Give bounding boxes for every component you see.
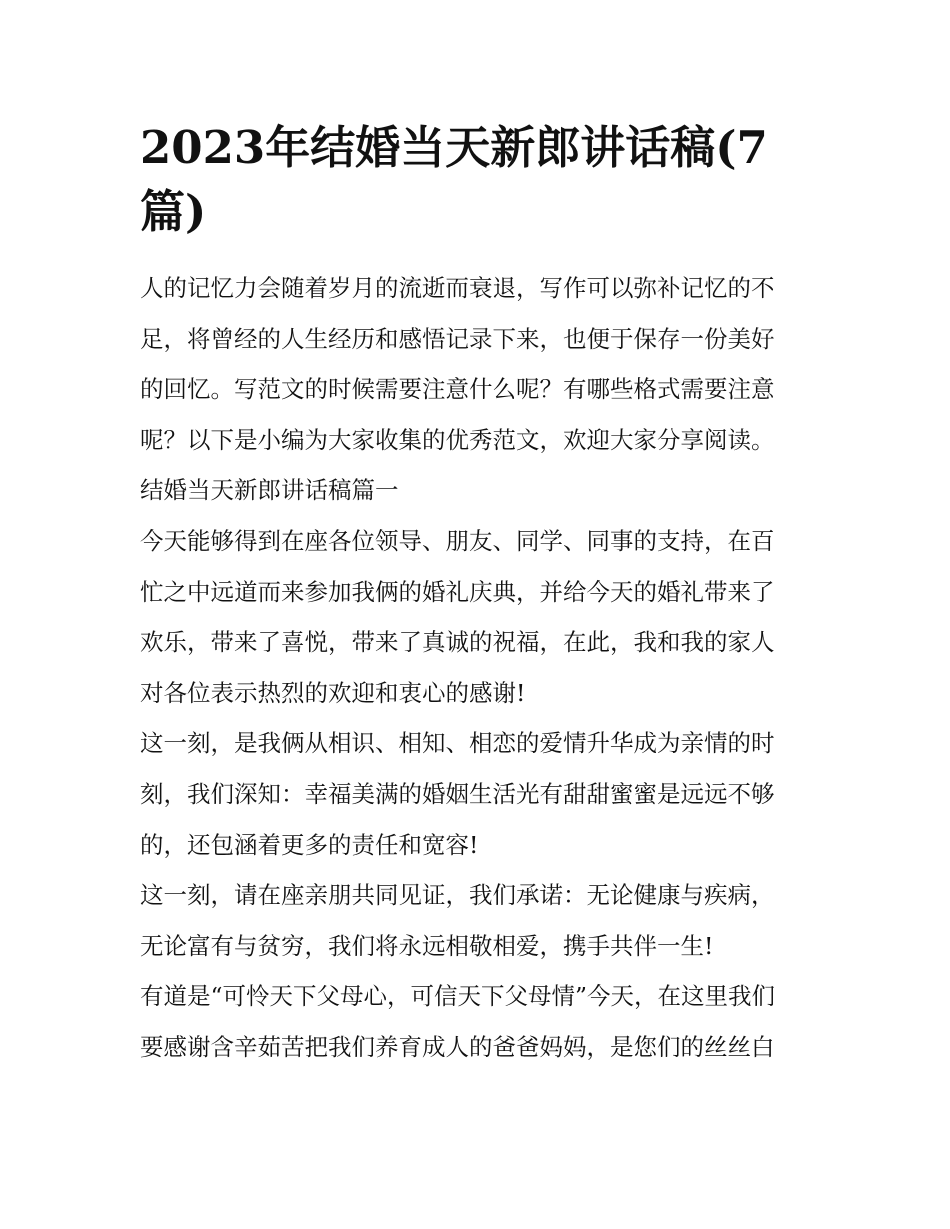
paragraph-line: 对各位表示热烈的欢迎和衷心的感谢! — [140, 678, 526, 707]
paragraph-line: 忙之中远道而来参加我俩的婚礼庆典，并给今天的婚礼带来了 — [140, 577, 775, 606]
document-body — [140, 263, 815, 1073]
title-line: 篇) — [140, 185, 207, 238]
intro-line: 的回忆。写范文的时候需要注意什么呢？有哪些格式需要注意 — [140, 375, 775, 404]
paragraph-line: 无论富有与贫穷，我们将永远相敬相爱，携手共伴一生! — [140, 931, 714, 960]
document-content — [140, 116, 815, 1073]
section-heading: 结婚当天新郎讲话稿篇一 — [140, 476, 399, 505]
paragraph-line: 这一刻，是我俩从相识、相知、相恋的爱情升华成为亲情的时 — [140, 729, 775, 758]
paragraph-line: 要感谢含辛茹苦把我们养育成人的爸爸妈妈，是您们的丝丝白 — [140, 1032, 775, 1061]
paragraph-line: 今天能够得到在座各位领导、朋友、同学、同事的支持，在百 — [140, 526, 775, 555]
paragraph-line: 欢乐，带来了喜悦，带来了真诚的祝福，在此，我和我的家人 — [140, 628, 775, 657]
intro-line: 足，将曾经的人生经历和感悟记录下来，也便于保存一份美好 — [140, 324, 775, 353]
title-line: 2023年结婚当天新郎讲话稿(7 — [140, 121, 768, 174]
paragraph-line: 的，还包涵着更多的责任和宽容! — [140, 830, 479, 859]
intro-line: 呢？以下是小编为大家收集的优秀范文，欢迎大家分享阅读。 — [140, 425, 775, 454]
paragraph-line: 刻，我们深知：幸福美满的婚姻生活光有甜甜蜜蜜是远远不够 — [140, 779, 775, 808]
intro-line: 人的记忆力会随着岁月的流逝而衰退，写作可以弥补记忆的不 — [140, 274, 775, 302]
paragraph-line: 有道是“可怜天下父母心，可信天下父母情”今天，在这里我们 — [140, 982, 776, 1011]
paragraph-line: 这一刻，请在座亲朋共同见证，我们承诺：无论健康与疾病， — [140, 881, 775, 910]
document-title — [140, 116, 815, 244]
